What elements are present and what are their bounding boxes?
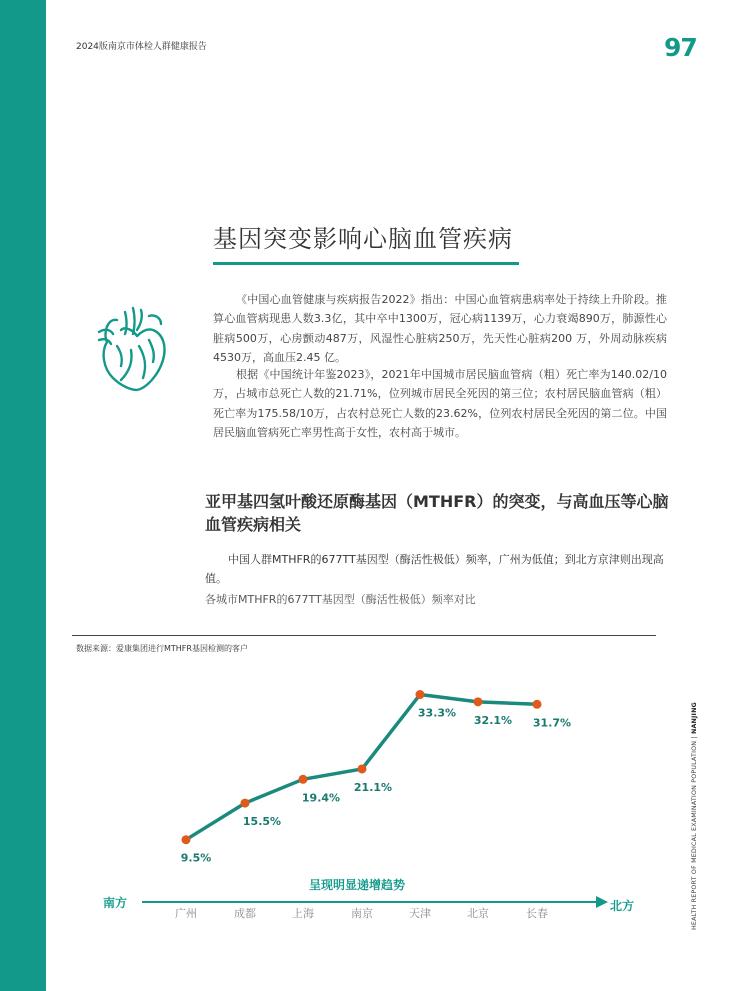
category-label: 北京	[467, 907, 489, 920]
arrow-right-label: 北方	[610, 899, 635, 913]
category-label: 南京	[351, 907, 373, 920]
side-text-city: NANJING	[691, 702, 698, 735]
category-label: 天津	[409, 907, 431, 920]
data-point	[299, 775, 308, 784]
data-label: 21.1%	[353, 780, 393, 794]
data-label: 15.5%	[242, 815, 282, 829]
data-point	[358, 764, 367, 773]
vertical-side-text	[691, 702, 698, 930]
side-text-separator: |	[691, 736, 698, 739]
data-point	[533, 700, 542, 709]
report-header: 2024版南京市体检人群健康报告	[76, 42, 207, 52]
chart-caption: 各城市MTHFR的677TT基因型（酶活性极低）频率对比	[205, 593, 476, 606]
intro-paragraph-2: 根据《中国统计年鉴2023》，2021年中国城市居民脑血管病（粗）死亡率为140.02/10万，占城市总死亡人数的21.71%，位列城市居民全死因的第三位；农村居民脑血管病（粗）死亡率为175.58/10万，占农村总死亡人数的23.62%，位列农村居民全死因的第二位。中国居民脑血管病死亡率男性高于女性，农村高于城市。	[213, 368, 667, 440]
data-label: 31.7%	[532, 716, 572, 730]
page-number: 97	[664, 33, 697, 62]
trend-label: 呈现明显递增趋势	[308, 878, 406, 892]
category-label: 长春	[526, 907, 548, 920]
category-label: 广州	[175, 907, 197, 920]
data-point	[474, 697, 483, 706]
side-text-main: HEALTH REPORT OF MEDICAL EXAMINATION POPULATION	[691, 740, 698, 930]
category-label: 成都	[234, 907, 256, 920]
data-point	[416, 690, 425, 699]
data-point	[182, 835, 191, 844]
data-label: 19.4%	[301, 791, 341, 805]
arrow-head	[596, 896, 608, 908]
data-label: 9.5%	[180, 851, 212, 865]
arrow-left-label: 南方	[103, 896, 128, 910]
data-point	[241, 799, 250, 808]
data-source: 数据来源：爱康集团进行MTHFR基因检测的客户	[76, 644, 248, 653]
data-label: 32.1%	[473, 713, 513, 727]
category-label: 上海	[292, 907, 314, 920]
intro-paragraph-1: 《中国心血管健康与疾病报告2022》指出：中国心血管病患病率处于持续上升阶段。推算心血管病现患人数3.3亿，其中卒中1300万，冠心病1139万，心力衰竭890万，肺源性心脏病500万，心房颤动487万，风湿性心脏病250万，先天性心脏病200 万，外周动脉疾病4530万，高血压2.45 亿。	[213, 293, 667, 365]
subsection-paragraph: 中国人群MTHFR的677TT基因型（酶活性极低）频率，广州为低值；到北方京津则出现高值。	[205, 553, 664, 585]
section-title: 基因突变影响心脑血管疾病	[213, 225, 513, 253]
data-label: 33.3%	[417, 706, 457, 720]
subsection-heading: 亚甲基四氢叶酸还原酶基因（MTHFR）的突变，与高血压等心脑血管疾病相关	[205, 492, 669, 534]
